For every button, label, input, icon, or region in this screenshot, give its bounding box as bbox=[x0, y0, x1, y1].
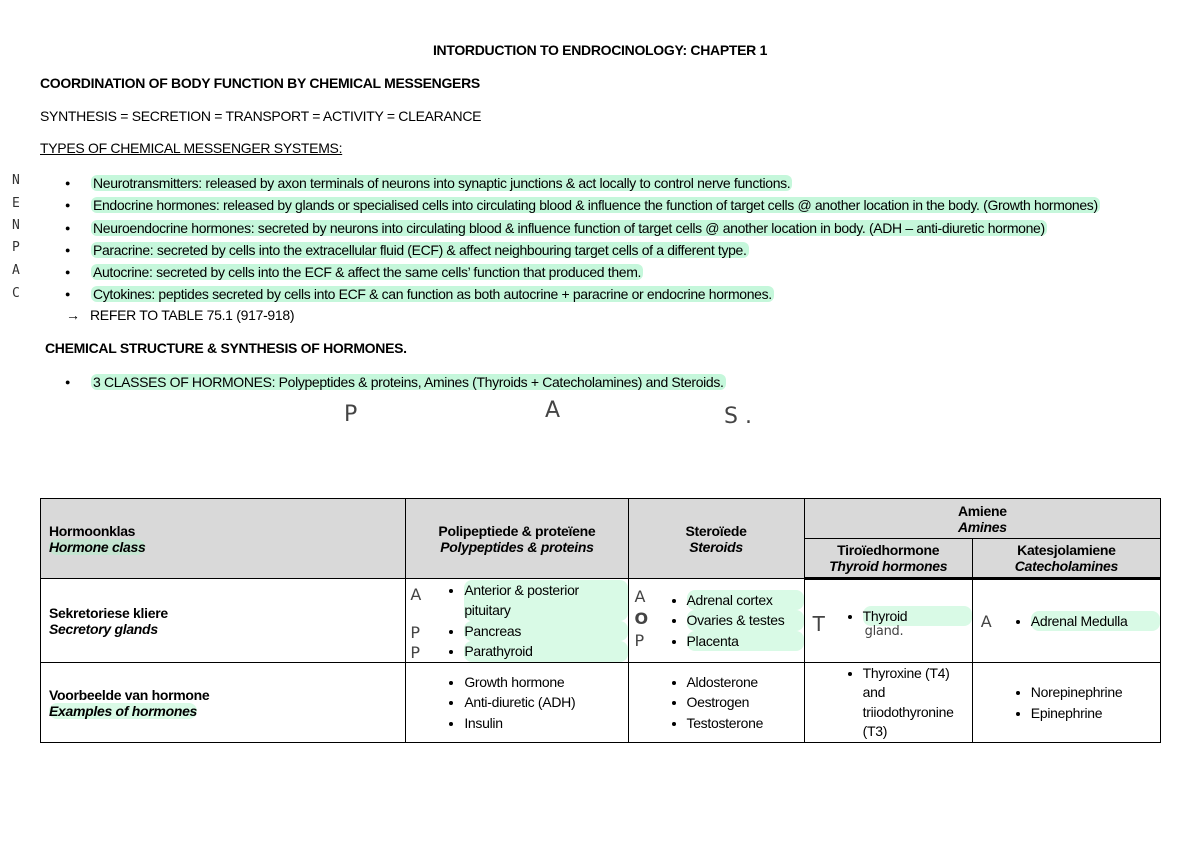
cell-thyroid-glands bbox=[804, 579, 972, 663]
examples-list bbox=[406, 672, 627, 734]
handwritten-note: S . bbox=[724, 404, 752, 429]
table-reference bbox=[66, 307, 294, 323]
margin-letter: C bbox=[12, 286, 20, 301]
list-item: • Anti-diuretic (ADH) bbox=[464, 692, 627, 713]
synthesis-flow-line: SYNTHESIS = SECRETION = TRANSPORT = ACTIVITY = CLEARANCE bbox=[40, 108, 482, 124]
list-item: • Oestrogen bbox=[687, 692, 804, 713]
list-item: ● Cytokines: peptides secreted by cells into ECF & can function as both autocrine + paracrine or endocrine hormones. bbox=[40, 283, 1100, 305]
handwritten-note: A bbox=[410, 585, 421, 604]
list-item: ● Endocrine hormones: released by glands or specialised cells into circulating blood & influence the function of target cells @ another location in the body. (Growth hormones) bbox=[40, 194, 1100, 216]
arrow-right-icon: → bbox=[66, 307, 80, 323]
glands-list bbox=[629, 590, 804, 652]
list-item: • Thyroxine (T4) and triiodothyronine (T3) bbox=[863, 664, 964, 742]
margin-letter: N bbox=[12, 173, 20, 188]
table-row bbox=[41, 579, 1161, 663]
examples-list bbox=[973, 682, 1160, 723]
margin-letter: N bbox=[12, 218, 20, 233]
list-item: ● Neuroendocrine hormones: secreted by neurons into circulating blood & influence function of target cells @ another location in body. (ADH – anti-diuretic hormone) bbox=[40, 217, 1100, 239]
list-item: • Growth hormone bbox=[464, 672, 627, 693]
list-item: • Anterior & posterior pituitary bbox=[464, 580, 627, 621]
messenger-types-list bbox=[40, 172, 1100, 306]
cell-thyroid-examples bbox=[804, 663, 972, 743]
types-heading: TYPES OF CHEMICAL MESSENGER SYSTEMS: bbox=[40, 140, 343, 156]
hormone-classes-list bbox=[40, 371, 726, 393]
reference-text: REFER TO TABLE 75.1 (917-918) bbox=[90, 307, 295, 323]
list-item: • Testosterone bbox=[687, 713, 804, 734]
list-item: • Parathyroid bbox=[464, 641, 627, 662]
list-item: • Pancreas bbox=[464, 621, 627, 642]
header-catecholamines: Katesjolamiene Catecholamines bbox=[972, 539, 1160, 579]
list-item: • Adrenal cortex bbox=[687, 590, 804, 611]
cell-catecholamine-examples bbox=[972, 663, 1160, 743]
handwritten-note: A bbox=[634, 587, 646, 606]
handwritten-note: O bbox=[634, 609, 648, 628]
list-item: ● Autocrine: secreted by cells into the ECF & affect the same cells’ function that produced them. bbox=[40, 261, 1100, 283]
handwritten-note: A bbox=[980, 612, 992, 631]
handwritten-note: A bbox=[545, 398, 561, 423]
header-hormone-class: Hormoonklas Hormone class bbox=[41, 499, 406, 579]
list-item: • Ovaries & testes bbox=[687, 610, 804, 631]
section-heading-coordination: COORDINATION OF BODY FUNCTION BY CHEMICAL MESSENGERS bbox=[40, 75, 480, 91]
handwritten-note: P bbox=[410, 643, 420, 662]
margin-letter: A bbox=[12, 263, 20, 278]
row-header-examples: Voorbeelde van hormone Examples of hormones bbox=[41, 663, 406, 743]
handwritten-note: T bbox=[812, 612, 825, 636]
header-steroids: Steroïede Steroids bbox=[628, 499, 804, 579]
handwritten-note: gland. bbox=[864, 624, 904, 639]
header-amines: Amiene Amines bbox=[804, 499, 1160, 539]
list-item: • Epinephrine bbox=[1031, 703, 1160, 724]
list-item: ● 3 CLASSES OF HORMONES: Polypeptides & proteins, Amines (Thyroids + Catecholamines) and Steroids. bbox=[40, 371, 726, 393]
header-thyroid-hormones: Tiroïedhormone Thyroid hormones bbox=[804, 539, 972, 579]
cell-poly-glands bbox=[406, 579, 628, 663]
handwritten-note: P bbox=[344, 402, 358, 427]
cell-steroid-examples bbox=[628, 663, 804, 743]
examples-list bbox=[629, 672, 804, 734]
hormone-classes-table bbox=[40, 498, 1161, 743]
examples-list bbox=[805, 664, 972, 742]
handwritten-note: P bbox=[410, 623, 420, 642]
row-header-secretory-glands: Sekretoriese kliere Secretory glands bbox=[41, 579, 406, 663]
glands-list bbox=[406, 580, 627, 662]
list-item: ● Paracrine: secreted by cells into the extracellular fluid (ECF) & affect neighbouring target cells of a different type. bbox=[40, 239, 1100, 261]
cell-poly-examples bbox=[406, 663, 628, 743]
glands-list bbox=[973, 611, 1160, 632]
margin-letter: P bbox=[12, 240, 20, 255]
list-item: • Aldosterone bbox=[687, 672, 804, 693]
page-title: INTORDUCTION TO ENDROCINOLOGY: CHAPTER 1 bbox=[432, 42, 768, 58]
list-item: • Insulin bbox=[464, 713, 627, 734]
list-item: • Adrenal Medulla bbox=[1031, 611, 1160, 632]
header-polypeptides: Polipeptiede & proteïene Polypeptides & proteins bbox=[406, 499, 628, 579]
section-heading-chemical-structure: CHEMICAL STRUCTURE & SYNTHESIS OF HORMONES. bbox=[45, 340, 407, 356]
cell-catecholamine-glands bbox=[972, 579, 1160, 663]
cell-steroid-glands bbox=[628, 579, 804, 663]
list-item: ● Neurotransmitters: released by axon terminals of neurons into synaptic junctions & act locally to control nerve functions. bbox=[40, 172, 1100, 194]
table-row bbox=[41, 663, 1161, 743]
list-item: • Thyroid bbox=[863, 606, 972, 627]
margin-letter: E bbox=[12, 196, 20, 211]
handwritten-note: P bbox=[634, 631, 644, 650]
list-item: • Norepinephrine bbox=[1031, 682, 1160, 703]
list-item: • Placenta bbox=[687, 631, 804, 652]
